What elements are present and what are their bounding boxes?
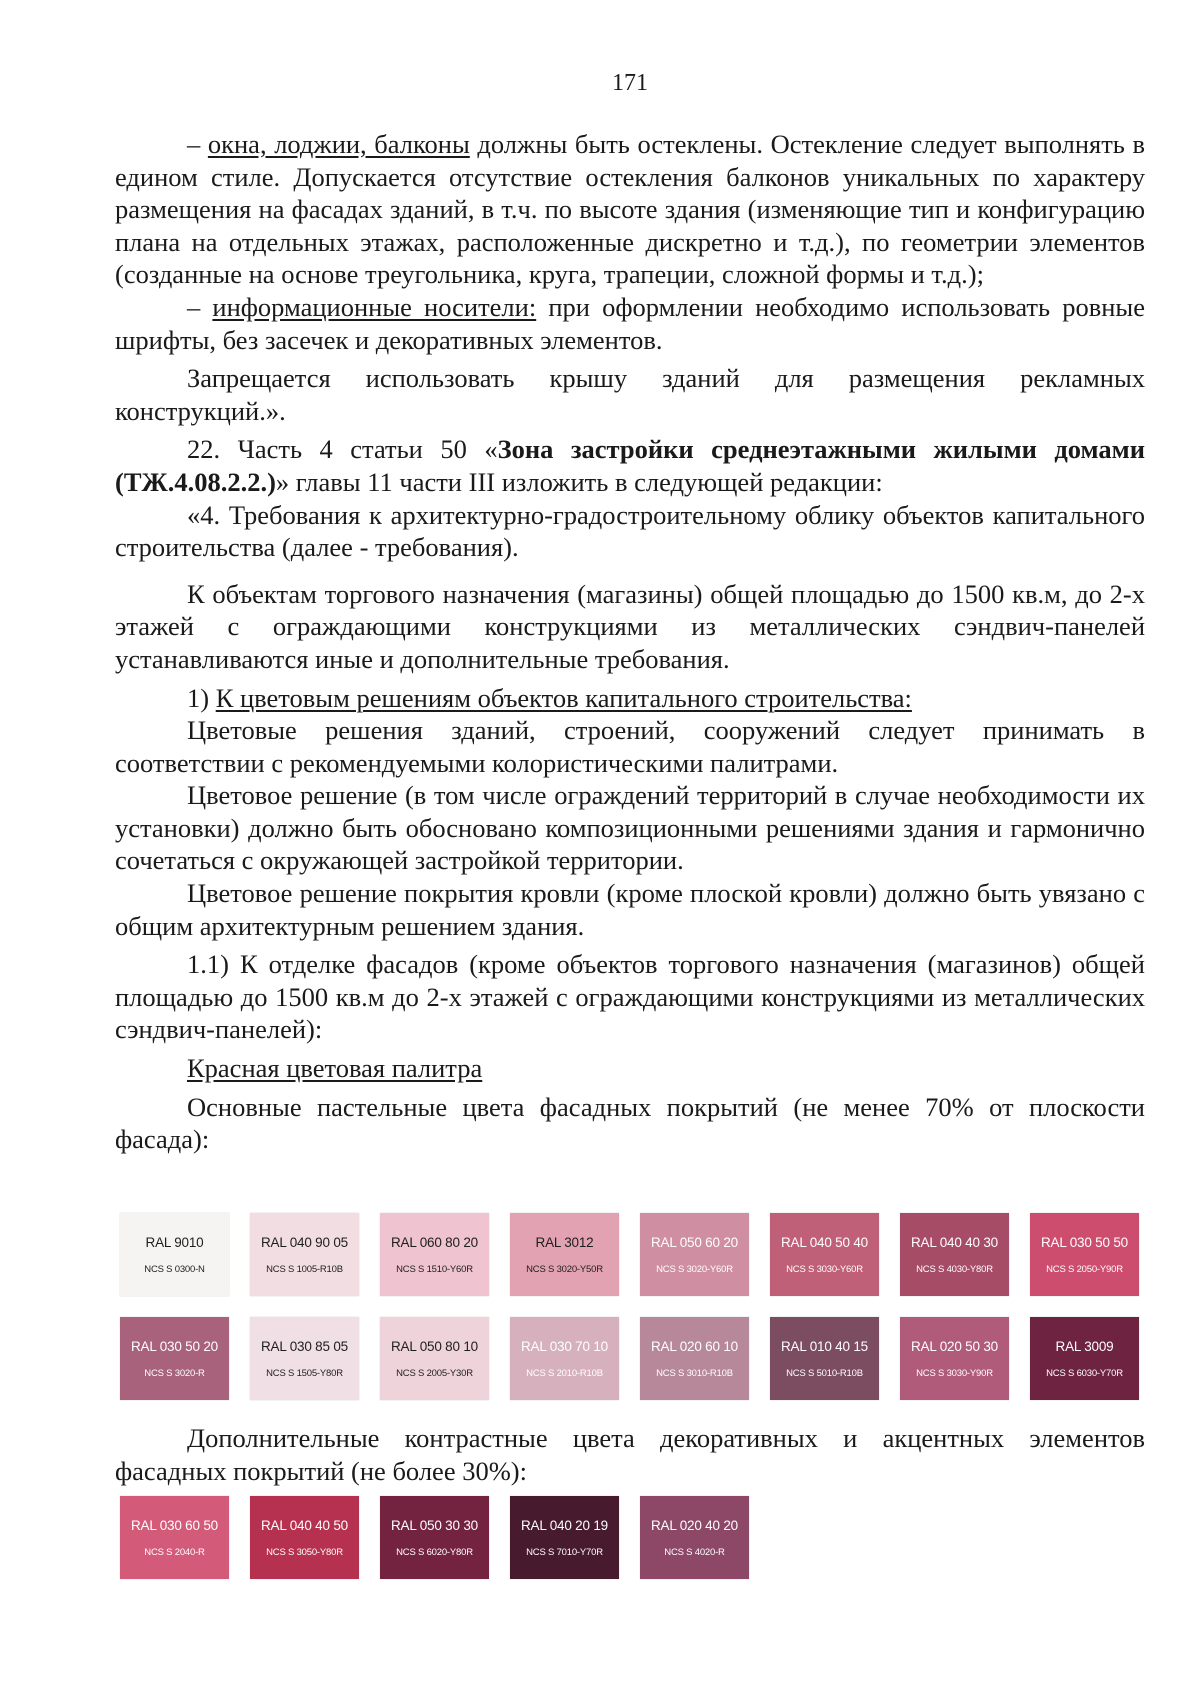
paragraph-trade-objects: К объектам торгового назначения (магазины) общей площадью до 1500 кв.м, до 2-х этажей с ограждающими конструкциями из металлических сэндвич-панелей устанавливаются иные и дополнительные требования. bbox=[115, 578, 1145, 674]
swatch-ral-code: RAL 010 40 15 bbox=[781, 1338, 868, 1354]
document-body bbox=[115, 128, 1145, 1156]
zone-title: Зона застройки среднеэтажными жилыми домами (ТЖ.4.08.2.2.) bbox=[115, 434, 1145, 497]
swatch-ncs-code: NCS S 4020-R bbox=[664, 1546, 725, 1558]
paragraph-fence-colors: Цветовое решение (в том числе ограждений территорий в случае необходимости их установки) должно быть обосновано композиционными решениями здания и гармонично сочетаться с окружающей застройкой территории. bbox=[115, 780, 1145, 876]
swatch-ral-code: RAL 030 60 50 bbox=[131, 1517, 218, 1533]
swatch-ncs-code: NCS S 1510-Y60R bbox=[396, 1263, 473, 1275]
color-swatch bbox=[510, 1317, 619, 1400]
color-swatch bbox=[250, 1317, 359, 1400]
swatch-ral-code: RAL 030 50 20 bbox=[131, 1338, 218, 1354]
color-swatch bbox=[120, 1496, 229, 1579]
swatch-ncs-code: NCS S 2005-Y30R bbox=[396, 1367, 473, 1379]
swatch-ncs-code: NCS S 3020-Y50R bbox=[526, 1263, 603, 1275]
palette-title-text: Красная цветовая палитра bbox=[187, 1053, 483, 1084]
swatch-ral-code: RAL 020 60 10 bbox=[651, 1338, 738, 1354]
swatch-ncs-code: NCS S 0300-N bbox=[144, 1263, 205, 1275]
swatch-ncs-code: NCS S 3030-Y60R bbox=[786, 1263, 863, 1275]
paragraph-color-solutions-heading bbox=[115, 682, 1145, 715]
swatch-ral-code: RAL 040 40 50 bbox=[261, 1517, 348, 1533]
swatch-ral-code: RAL 040 50 40 bbox=[781, 1234, 868, 1250]
color-swatch bbox=[510, 1213, 619, 1296]
color-swatch bbox=[380, 1317, 489, 1400]
paragraph-info-carriers bbox=[115, 291, 1145, 356]
swatch-ncs-code: NCS S 2010-R10B bbox=[526, 1367, 603, 1379]
swatch-ncs-code: NCS S 3020-Y60R bbox=[656, 1263, 733, 1275]
swatch-ncs-code: NCS S 3020-R bbox=[144, 1367, 205, 1379]
paragraph-info-carriers-text: при оформлении необходимо использовать ровные шрифты, без засечек и декоративных элементов. bbox=[115, 291, 1145, 355]
color-swatch bbox=[770, 1317, 879, 1400]
swatch-ral-code: RAL 050 60 20 bbox=[651, 1234, 738, 1250]
swatch-ncs-code: NCS S 1005-R10B bbox=[266, 1263, 343, 1275]
paragraph-color-palettes: Цветовые решения зданий, строений, сооружений следует принимать в соответствии с рекомендуемыми колористическими палитрами. bbox=[115, 715, 1145, 778]
swatch-ncs-code: NCS S 1505-Y80R bbox=[266, 1367, 343, 1379]
swatch-ral-code: RAL 3012 bbox=[535, 1234, 594, 1250]
swatch-ncs-code: NCS S 4030-Y80R bbox=[916, 1263, 993, 1275]
swatch-ral-code: RAL 020 40 20 bbox=[651, 1517, 738, 1533]
color-swatch bbox=[770, 1213, 879, 1296]
color-swatch bbox=[900, 1317, 1009, 1400]
list-dash: – bbox=[187, 291, 213, 322]
swatch-ral-code: RAL 050 30 30 bbox=[391, 1517, 478, 1533]
paragraph-accent-colors: Дополнительные контрастные цвета декоративных и акцентных элементов фасадных покрытий (не более 30%): bbox=[115, 1423, 1145, 1486]
swatch-ncs-code: NCS S 2040-R bbox=[144, 1546, 205, 1558]
swatch-ncs-code: NCS S 5010-R10B bbox=[786, 1367, 863, 1379]
palette-row bbox=[120, 1213, 1139, 1296]
color-swatch bbox=[640, 1496, 749, 1579]
color-swatch bbox=[640, 1213, 749, 1296]
palette-row bbox=[120, 1317, 1139, 1400]
swatch-ncs-code: NCS S 7010-Y70R bbox=[526, 1546, 603, 1558]
paragraph-roof-ads: Запрещается использовать крышу зданий для размещения рекламных конструкций.». bbox=[115, 363, 1145, 426]
swatch-ncs-code: NCS S 3050-Y80R bbox=[266, 1546, 343, 1558]
color-swatch bbox=[1030, 1213, 1139, 1296]
swatch-ncs-code: NCS S 2050-Y90R bbox=[1046, 1263, 1123, 1275]
paragraph-main-colors: Основные пастельные цвета фасадных покрытий (не менее 70% от плоскости фасада): bbox=[115, 1091, 1145, 1155]
paragraph-roof-colors: Цветовое решение покрытия кровли (кроме плоской кровли) должно быть увязано с общим архитектурным решением здания. bbox=[115, 878, 1145, 941]
swatch-ncs-code: NCS S 6020-Y80R bbox=[396, 1546, 473, 1558]
term-windows: окна, лоджии, балконы bbox=[207, 129, 470, 159]
color-swatch bbox=[900, 1213, 1009, 1296]
swatch-ral-code: RAL 9010 bbox=[145, 1234, 204, 1250]
swatch-ral-code: RAL 030 85 05 bbox=[261, 1338, 348, 1354]
color-swatch bbox=[640, 1317, 749, 1400]
swatch-ncs-code: NCS S 6030-Y70R bbox=[1046, 1367, 1123, 1379]
color-swatch bbox=[120, 1317, 229, 1400]
term-color-solutions: К цветовым решениям объектов капитального строительства: bbox=[215, 682, 912, 713]
color-swatch bbox=[380, 1496, 489, 1579]
swatch-ncs-code: NCS S 3010-R10B bbox=[656, 1367, 733, 1379]
paragraph-windows bbox=[115, 128, 1145, 291]
accent-intro bbox=[115, 1422, 1145, 1487]
paragraph-windows-text: должны быть остеклены. Остекление следует выполнять в едином стиле. Допускается отсутствие остекления балконов уникальных по характеру размещения на фасадах зданий, в т.ч. по высоте здания (изменяющие тип и конфигурацию плана на отдельных этажах, расположенные дискретно и т.д.), по геометрии элементов (созданные на основе треугольника, круга, трапеции, сложной формы и т.д.); bbox=[115, 129, 1146, 290]
term-info-carriers: информационные носители: bbox=[212, 291, 537, 322]
swatch-ral-code: RAL 060 80 20 bbox=[391, 1234, 478, 1250]
palette-row bbox=[120, 1496, 749, 1579]
swatch-ral-code: RAL 030 70 10 bbox=[521, 1338, 608, 1354]
item-number: 1) bbox=[187, 682, 216, 713]
paragraph-facade-finish: 1.1) К отделке фасадов (кроме объектов торгового назначения (магазинов) общей площадью до 1500 кв.м до 2-х этажей с ограждающими конструкциями из металлических сэндвич-панелей): bbox=[115, 949, 1145, 1045]
swatch-ral-code: RAL 040 40 30 bbox=[911, 1234, 998, 1250]
paragraph-article-22 bbox=[115, 433, 1145, 498]
swatch-ncs-code: NCS S 3030-Y90R bbox=[916, 1367, 993, 1379]
accent-palette-grid bbox=[120, 1496, 749, 1600]
swatch-ral-code: RAL 030 50 50 bbox=[1041, 1234, 1128, 1250]
swatch-ral-code: RAL 3009 bbox=[1055, 1338, 1114, 1354]
list-dash: – bbox=[187, 129, 208, 159]
paragraph-requirements: «4. Требования к архитектурно-градостроительному облику объектов капитального строительства (далее - требования). bbox=[115, 499, 1145, 563]
color-swatch bbox=[250, 1496, 359, 1579]
swatch-ral-code: RAL 020 50 30 bbox=[911, 1338, 998, 1354]
page-number: 171 bbox=[612, 70, 648, 96]
color-swatch bbox=[1030, 1317, 1139, 1400]
color-swatch bbox=[250, 1213, 359, 1296]
swatch-ral-code: RAL 040 20 19 bbox=[521, 1517, 608, 1533]
swatch-ral-code: RAL 050 80 10 bbox=[391, 1338, 478, 1354]
color-swatch bbox=[380, 1213, 489, 1296]
color-swatch bbox=[510, 1496, 619, 1579]
palette-title bbox=[115, 1052, 1145, 1085]
main-palette-grid bbox=[120, 1213, 1139, 1421]
color-swatch bbox=[120, 1213, 229, 1296]
swatch-ral-code: RAL 040 90 05 bbox=[261, 1234, 348, 1250]
article-text: » главы 11 части III изложить в следующей редакции: bbox=[275, 466, 883, 497]
article-prefix: 22. Часть 4 статьи 50 « bbox=[187, 434, 498, 465]
